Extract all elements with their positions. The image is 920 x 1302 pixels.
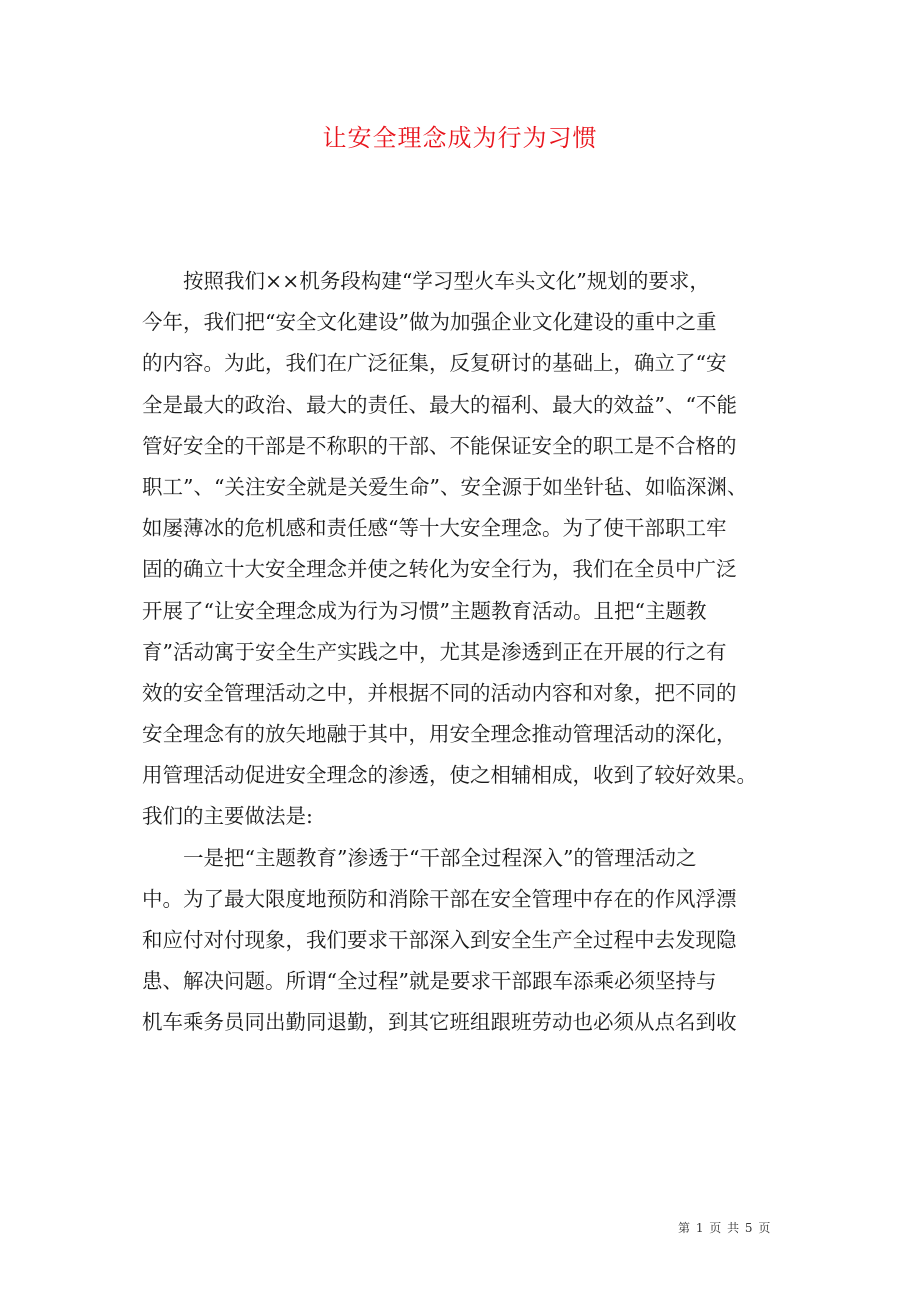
text-line: 效的安全管理活动之中，并根据不同的活动内容和对象，把不同的 bbox=[142, 680, 737, 705]
page-number-footer: 第 1 页 共 5 页 bbox=[678, 1221, 772, 1235]
text-line: 安全理念有的放矢地融于其中，用安全理念推动管理活动的深化， bbox=[142, 722, 737, 747]
text-line: 开展了“让安全理念成为行为习惯”主题教育活动。且把“主题教 bbox=[142, 598, 707, 623]
text-line: 按照我们××机务段构建“学习型火车头文化”规划的要求， bbox=[183, 269, 710, 293]
text-line: 的内容。为此，我们在广泛征集，反复研讨的基础上，确立了“安 bbox=[142, 351, 727, 376]
text-line: 一是把“主题教育”渗透于“干部全过程深入”的管理活动之 bbox=[183, 845, 697, 870]
text-line: 中。为了最大限度地预防和消除干部在安全管理中存在的作风浮漂 bbox=[142, 886, 737, 911]
text-line: 今年，我们把“安全文化建设”做为加强企业文化建设的重中之重 bbox=[142, 310, 717, 335]
document-body bbox=[142, 261, 782, 1044]
text-line: 职工”、“关注安全就是关爱生命”、安全源于如坐针毡、如临深渊、 bbox=[142, 474, 748, 499]
text-line: 患、解决问题。所谓“全过程”就是要求干部跟车添乘必须坚持与 bbox=[142, 969, 717, 994]
text-line: 管好安全的干部是不称职的干部、不能保证安全的职工是不合格的 bbox=[142, 433, 737, 458]
text-line: 如屡薄冰的危机感和责任感“等十大安全理念。为了使干部职工牢 bbox=[142, 516, 727, 541]
text-line: 全是最大的政治、最大的责任、最大的福利、最大的效益”、“不能 bbox=[142, 392, 737, 417]
text-line: 育”活动寓于安全生产实践之中，尤其是渗透到正在开展的行之有 bbox=[142, 639, 727, 664]
text-line: 和应付对付现象，我们要求干部深入到安全生产全过程中去发现隐 bbox=[142, 928, 737, 952]
text-line: 用管理活动促进安全理念的渗透，使之相辅相成，收到了较好效果。 bbox=[142, 763, 757, 788]
text-line: 固的确立十大安全理念并使之转化为安全行为，我们在全员中广泛 bbox=[142, 557, 737, 582]
text-line: 机车乘务员同出勤同退勤，到其它班组跟班劳动也必须从点名到收 bbox=[142, 1010, 737, 1035]
text-line: 我们的主要做法是: bbox=[142, 804, 313, 829]
document-title: 让安全理念成为行为习惯 bbox=[322, 124, 598, 152]
